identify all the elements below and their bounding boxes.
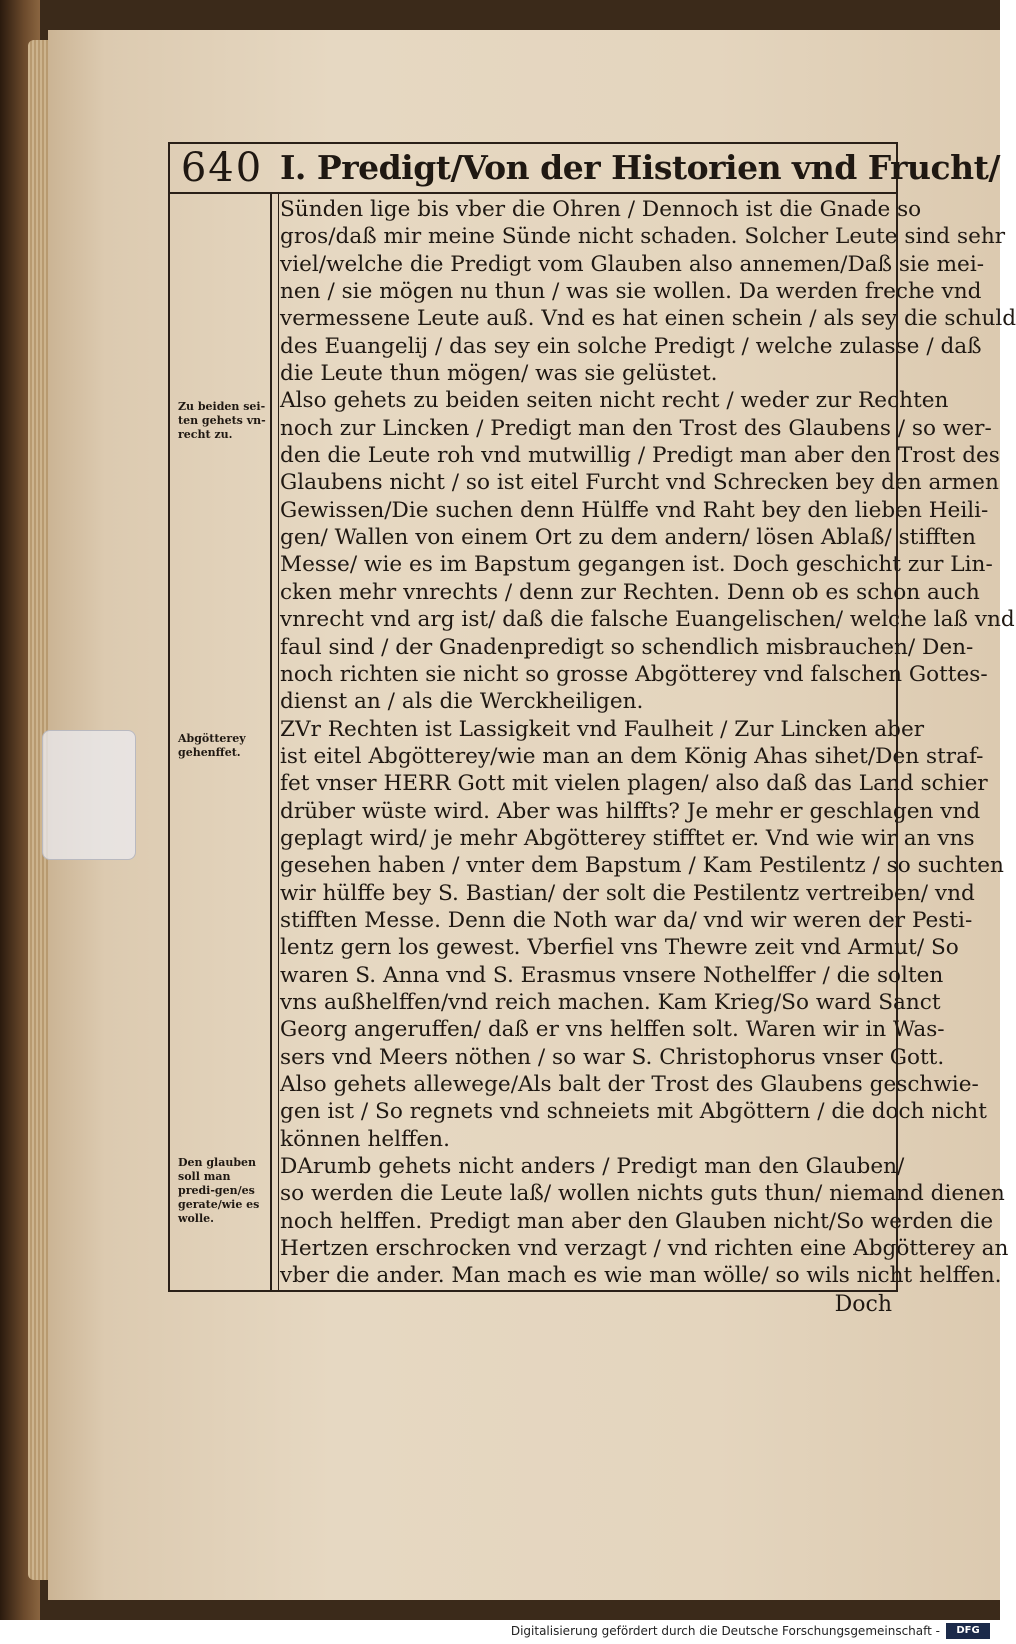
- text-line: gesehen haben / vnter dem Bapstum / Kam Pestilentz / so suchten: [280, 853, 1004, 879]
- text-line: vermessene Leute auß. Vnd es hat einen schein / als sey die schuld: [280, 306, 1016, 332]
- text-line: den die Leute roh vnd mutwillig / Predigt man aber den Trost des: [280, 443, 1000, 469]
- running-title: I. Predigt/Von der Historien vnd Frucht/: [280, 148, 1000, 187]
- text-line: die Leute thun mögen/ was sie gelüstet.: [280, 361, 718, 387]
- text-line: fet vnser HERR Gott mit vielen plagen/ also daß das Land schier: [280, 771, 988, 797]
- text-line: drüber wüste wird. Aber was hilffts? Je mehr er geschlagen vnd: [280, 798, 981, 824]
- text-line: wir hülffe bey S. Bastian/ der solt die Pestilentz vertreiben/ vnd: [280, 880, 975, 906]
- text-line: stifften Messe. Denn die Noth war da/ vnd wir weren der Pesti-: [280, 907, 973, 933]
- catchword: Doch: [834, 1292, 892, 1317]
- text-line: geplagt wird/ je mehr Abgötterey stifftet er. Vnd wie wir an vns: [280, 825, 975, 851]
- text-line: gros/daß mir meine Sünde nicht schaden. Solcher Leute sind sehr: [280, 224, 1006, 250]
- text-line: Also gehets allewege/Als balt der Trost des Glaubens geschwie-: [280, 1072, 979, 1097]
- text-line: Messe/ wie es im Bapstum gegangen ist. Doch geschicht zur Lin-: [280, 552, 993, 578]
- margin-note: Zu beiden sei-ten gehets vn-recht zu.: [178, 400, 266, 441]
- text-line: vnrecht vnd arg ist/ daß die falsche Euangelischen/ welche laß vnd: [280, 607, 1015, 633]
- margin-gutter-rule: [270, 192, 272, 1290]
- footer-bar: [0, 1620, 1000, 1644]
- funding-credit: Digitalisierung gefördert durch die Deutsche Forschungsgemeinschaft -: [510, 1624, 940, 1638]
- text-line: Hertzen erschrocken vnd verzagt / vnd richten eine Abgötterey an: [280, 1236, 1009, 1262]
- text-line: des Euangelij / das sey ein solche Predigt / welche zulasse / daß: [280, 333, 982, 359]
- transparent-page-tab: [42, 730, 136, 860]
- page-number: 640: [180, 145, 264, 191]
- text-line: faul sind / der Gnadenpredigt so schendlich misbrauchen/ Den-: [280, 634, 974, 660]
- text-line: vber die ander. Man mach es wie man wölle/ so wils nicht helffen.: [280, 1263, 1002, 1289]
- text-line: waren S. Anna vnd S. Erasmus vnsere Nothelffer / die solten: [280, 962, 944, 988]
- text-line: nen / sie mögen nu thun / was sie wollen. Da werden freche vnd: [280, 279, 982, 305]
- text-frame: [168, 142, 1016, 1292]
- text-line: noch zur Lincken / Predigt man den Trost des Glaubens / so wer-: [280, 415, 992, 441]
- text-line: noch richten sie nicht so grosse Abgötterey vnd falschen Gottes-: [280, 661, 988, 687]
- text-line: dienst an / als die Werckheiligen.: [280, 689, 644, 715]
- text-line: DArumb gehets nicht anders / Predigt man den Glauben/: [280, 1154, 905, 1180]
- text-line: viel/welche die Predigt vom Glauben also annemen/Daß sie mei-: [280, 251, 985, 277]
- body-text: [280, 196, 1016, 1290]
- text-line: gen ist / So regnets vnd schneiets mit Abgöttern / die doch nicht: [280, 1099, 987, 1125]
- text-line: ZVr Rechten ist Lassigkeit vnd Faulheit / Zur Lincken aber: [280, 716, 925, 742]
- text-line: Gewissen/Die suchen denn Hülffe vnd Raht bey den lieben Heili-: [280, 497, 989, 523]
- text-line: so werden die Leute laß/ wollen nichts guts thun/ niemand dienen: [280, 1181, 1005, 1207]
- dfg-logo: DFG: [946, 1623, 990, 1639]
- text-line: cken mehr vnrechts / denn zur Rechten. Denn ob es schon auch: [280, 579, 980, 605]
- text-line: sers vnd Meers nöthen / so war S. Christophorus vnser Gott.: [280, 1044, 945, 1070]
- text-line: noch helffen. Predigt man aber den Glauben nicht/So werden die: [280, 1208, 994, 1234]
- margin-note: Den glauben soll man predi-gen/es gerate/wie es wolle.: [178, 1156, 260, 1225]
- inner-rule: [278, 192, 279, 1290]
- text-line: Also gehets zu beiden seiten nicht recht / weder zur Rechten: [280, 388, 949, 414]
- text-line: Sünden lige bis vber die Ohren / Dennoch ist die Gnade so: [280, 197, 922, 222]
- text-line: lentz gern los gewest. Vberfiel vns Thewre zeit vnd Armut/ So: [280, 935, 959, 961]
- text-line: gen/ Wallen von einem Ort zu dem andern/ lösen Ablaß/ stifften: [280, 525, 976, 551]
- margin-note: Abgötterey gehenffet.: [178, 732, 246, 759]
- text-line: ist eitel Abgötterey/wie man an dem König Ahas sihet/Den straf-: [280, 743, 984, 769]
- text-line: Georg angeruffen/ daß er vns helffen solt. Waren wir in Was-: [280, 1017, 945, 1043]
- text-line: vns außhelffen/vnd reich machen. Kam Krieg/So ward Sanct: [280, 989, 941, 1015]
- text-line: können helffen.: [280, 1126, 450, 1152]
- text-line: Glaubens nicht / so ist eitel Furcht vnd Schrecken bey den armen: [280, 470, 999, 496]
